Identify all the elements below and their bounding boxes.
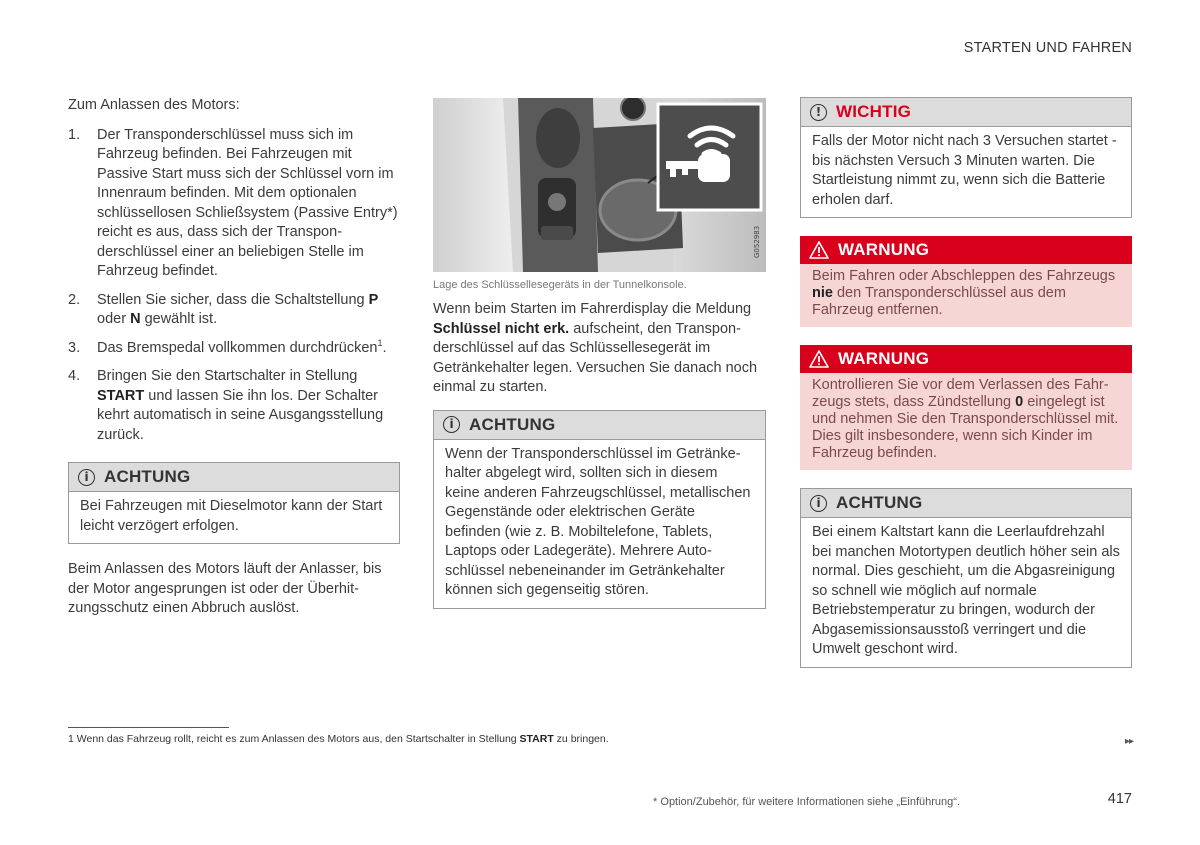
note-box-coldstart [800, 488, 1132, 668]
warning-triangle-icon [809, 350, 829, 368]
step-number: 2. [68, 291, 81, 308]
note-text: Bei einem Kaltstart kann die Leerlaufdrehzahl bei manchen Motortypen deutlich höher sein als normal. Dies geschieht, um die Abgasreinigung so schnell wie möglich auf normale Betriebstemperatur zu bringen, wodurch der Abgasemissionsausstoß verringert und die Umwelt geschont wird. [812, 524, 1120, 657]
note-header [801, 489, 1131, 518]
key-not-found-text [433, 300, 766, 398]
step-number: 1. [68, 126, 81, 143]
step-text: . [382, 339, 387, 356]
warning-text-part: Beim Fahren oder Abschleppen des Fahrzeugs [812, 268, 1116, 284]
para-text: aufscheint, den Transponderschlüssel auf das Schlüssellesegerät im Getränkehalter legen. Versuchen Sie danach noch einmal zu starten. [433, 320, 758, 395]
warning-box-ignition [800, 345, 1132, 470]
step-text: und lassen Sie ihn los. Der Schalter kehrt automatisch in seine Ausgangsstellung zurück. [97, 387, 384, 443]
footnote [68, 733, 609, 745]
footnote-emphasis: START [519, 733, 554, 745]
step-number: 3. [68, 339, 81, 356]
note-text: Bei Fahrzeugen mit Dieselmotor kann der Start leicht verzögert erfolgen. [80, 498, 383, 534]
warning-text [800, 264, 1132, 327]
column-left [68, 96, 400, 619]
step-text: Der Transponderschlüssel muss sich im Fahrzeug befinden. Bei Fahrzeugen mit Passive Start muss sich der Schlüssel vorn im Innenraum befinden. Mit dem optionalen schlüssellosen Schließsystem (Passive Entry*) reicht es aus, dass sich der Transponderschlüssel einer an beliebigen Stelle im Fahrzeug befindet. [97, 126, 398, 279]
option-note: * Option/Zubehör, für weitere Informationen siehe „Einführung“. [653, 796, 960, 808]
warning-header [800, 236, 1132, 264]
list-item [68, 291, 400, 330]
column-middle [433, 98, 766, 609]
image-caption: Lage des Schlüssellesegeräts in der Tunnelkonsole. [433, 279, 687, 291]
list-item [68, 339, 400, 359]
step-text: Stellen Sie sicher, dass die Schaltstellung [97, 291, 369, 308]
footnote-text: zu bringen. [553, 733, 609, 745]
footnote-text: Wenn das Fahrzeug rollt, reicht es zum Anlassen des Motors aus, den Startschalter in Stellung [73, 733, 520, 745]
gear-n: N [130, 311, 141, 327]
note-header [69, 463, 399, 492]
para-text: Wenn beim Starten im Fahrerdisplay die Meldung [433, 301, 752, 317]
gear-p: P [368, 291, 379, 308]
step-text: Das Bremspedal vollkommen durchdrücken [97, 339, 378, 356]
start-steps-list [68, 126, 400, 446]
info-icon: i [443, 416, 460, 433]
intro-text: Zum Anlassen des Motors: [68, 97, 240, 113]
step-text: Bringen Sie den Startschalter in Stellung [97, 368, 358, 384]
image-code: G052983 [753, 225, 761, 258]
warning-text-part: den Transponderschlüssel aus dem Fahrzeug entfernen. [812, 285, 1066, 318]
footnote-number: 1 [68, 733, 74, 745]
console-photo [433, 98, 766, 272]
important-text: Falls der Motor nicht nach 3 Versuchen startet - bis nächsten Versuch 3 Minuten warten. Die Startleistung nimmt zu, wenn sich die Batterie erholen darf. [812, 133, 1117, 208]
exclamation-icon: ! [810, 104, 827, 121]
warning-title: WARNUNG [838, 349, 930, 368]
section-header: STARTEN UND FAHREN [963, 40, 1132, 56]
note-title: ACHTUNG [469, 414, 556, 434]
warning-header [800, 345, 1132, 373]
warning-box-towing [800, 236, 1132, 327]
step-text: gewählt ist. [140, 311, 218, 327]
note-text: Wenn der Transponderschlüssel im Getränkehalter abgelegt wird, sollten sich in diesem keine anderen Fahrzeugschlüssel, metallischen Gegenstände oder elektrischen Geräte befinden (wie z. B. Mobiltelefone, Tablets, Laptops oder Ladegeräte). Mehrere Autoschlüssel nebeneinander im Getränkehalter können sich gegenseitig stören. [445, 445, 751, 598]
step-number: 4. [68, 368, 81, 384]
warning-text-part: eingelegt ist und nehmen Sie den Transponderschlüssel mit. Dies gilt insbesondere, wenn sich Kinder im Fahrzeug befinden. [812, 394, 1119, 461]
continue-arrows-icon[interactable]: ▸▸ [1124, 736, 1133, 747]
info-icon: i [78, 469, 95, 486]
list-item [68, 367, 400, 445]
warning-title: WARNUNG [838, 240, 930, 259]
footnote-divider [68, 727, 229, 728]
warning-emphasis: 0 [1015, 394, 1024, 410]
warning-triangle-icon [809, 241, 829, 259]
list-item [68, 126, 400, 282]
warning-text [800, 373, 1132, 470]
warning-emphasis: nie [812, 285, 833, 301]
outro-text: Beim Anlassen des Motors läuft der Anlasser, bis der Motor angesprungen ist oder der Überhitzungsschutz einen Abbruch auslöst. [68, 561, 382, 616]
important-box [800, 97, 1132, 218]
page-number: 417 [1107, 791, 1132, 807]
footnote-ref[interactable]: 1 [377, 337, 383, 348]
note-box-diesel [68, 462, 400, 544]
tunnel-console-illustration [433, 98, 766, 272]
step-text: oder [97, 311, 131, 327]
column-right [800, 97, 1132, 668]
important-header [801, 98, 1131, 127]
info-icon: i [810, 495, 827, 512]
start-position: START [97, 387, 145, 404]
display-message: Schlüssel nicht erk. [433, 320, 570, 337]
note-header [434, 411, 765, 440]
note-title: ACHTUNG [104, 467, 191, 486]
important-title: WICHTIG [836, 102, 912, 121]
warning-text-part: Kontrollieren Sie vor dem Verlassen des Fahrzeugs stets, dass Zündstellung [812, 377, 1109, 410]
note-box-cupholder [433, 410, 766, 609]
note-title: ACHTUNG [836, 493, 923, 512]
